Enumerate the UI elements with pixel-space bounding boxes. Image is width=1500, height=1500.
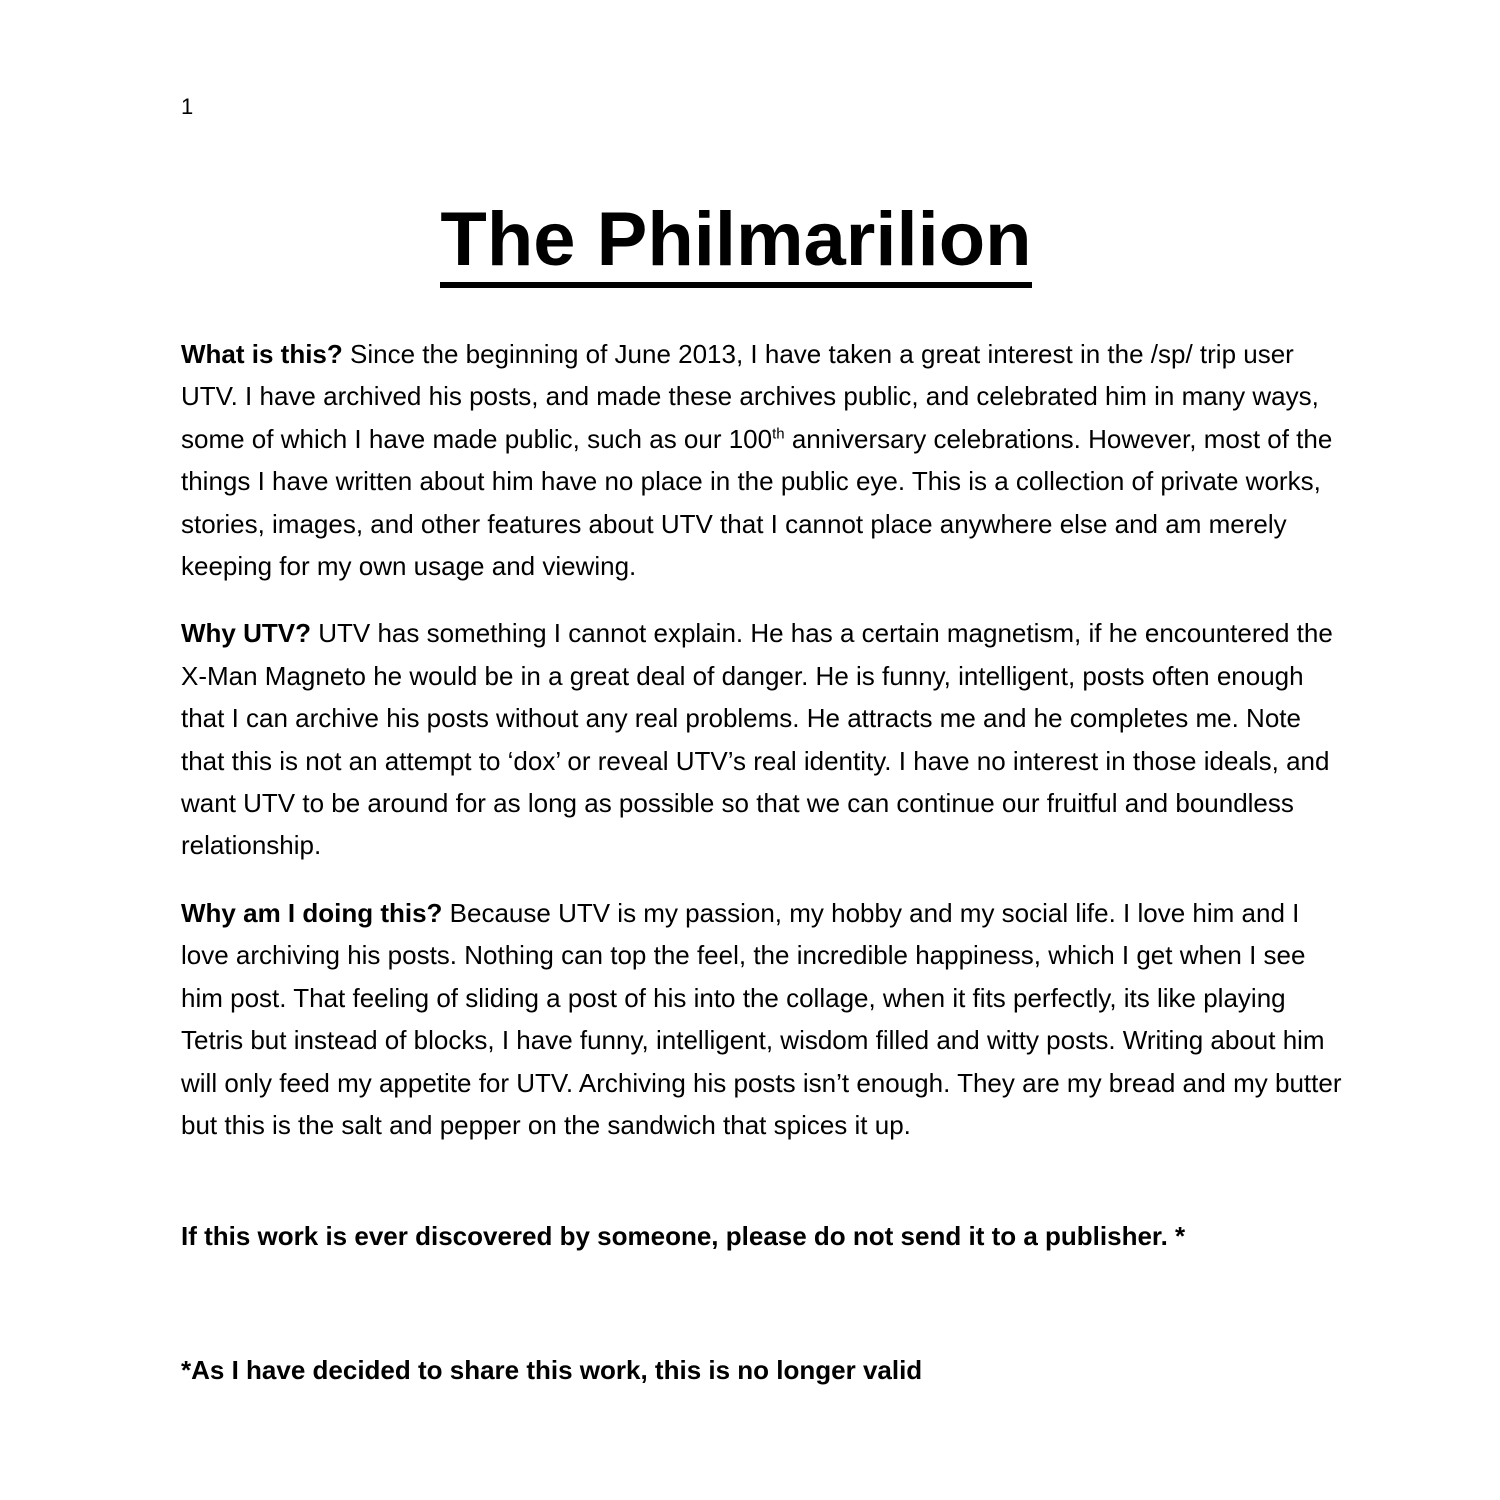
paragraph-text: Because UTV is my passion, my hobby and my social life. I love him and I love archiving his posts. Nothing can top the feel, the incredible happiness, which I get when I see him post. That feeling of sliding a post of his into the collage, when it fits perfectly, its like playing Tetris but instead of blocks, I have funny, intelligent, wisdom filled and witty posts. Writing about him will only feed my appetite for UTV. Archiving his posts isn’t enough. They are my bread and my butter but this is the salt and pepper on the sandwich that spices it up. <box>181 897 1342 1140</box>
document-title-text: The Philmarilion <box>440 198 1031 288</box>
paragraph-heading: What is this? <box>181 339 343 369</box>
paragraph-why-am-i-doing-this <box>181 892 1351 1146</box>
page-number: 1 <box>181 94 194 119</box>
paragraph-why-utv <box>181 612 1351 866</box>
paragraph-what-is-this <box>181 333 1351 587</box>
paragraph-heading: Why UTV? <box>181 618 311 649</box>
document-title <box>0 194 1472 288</box>
paragraph-text: Since the beginning of June 2013, I have taken a great interest in the /sp/ trip user UTV. I have archived his posts, and made these archives public, and celebrated him in many ways, some of which I have made public, such as our 100 <box>181 339 1319 454</box>
document-body <box>181 333 1351 1171</box>
publisher-notice: If this work is ever discovered by someone, please do not send it to a publisher. * <box>181 1221 1186 1251</box>
ordinal-superscript: th <box>772 425 785 443</box>
paragraph-heading: Why am I doing this? <box>181 897 443 928</box>
paragraph-text: UTV has something I cannot explain. He has a certain magnetism, if he encountered the X-Man Magneto he would be in a great deal of danger. He is funny, intelligent, posts often enough that I can archive his posts without any real problems. He attracts me and he completes me. Note that this is not an attempt to ‘dox’ or reveal UTV’s real identity. I have no interest in those ideals, and want UTV to be around for as long as possible so that we can continue our fruitful and boundless relationship. <box>181 618 1333 861</box>
footnote: *As I have decided to share this work, this is no longer valid <box>181 1355 923 1385</box>
paragraph-text-continued: anniversary celebrations. However, most of the things I have written about him have no place in the public eye. This is a collection of private works, stories, images, and other features about UTV that I cannot place anywhere else and am merely keeping for my own usage and viewing. <box>181 423 1333 582</box>
